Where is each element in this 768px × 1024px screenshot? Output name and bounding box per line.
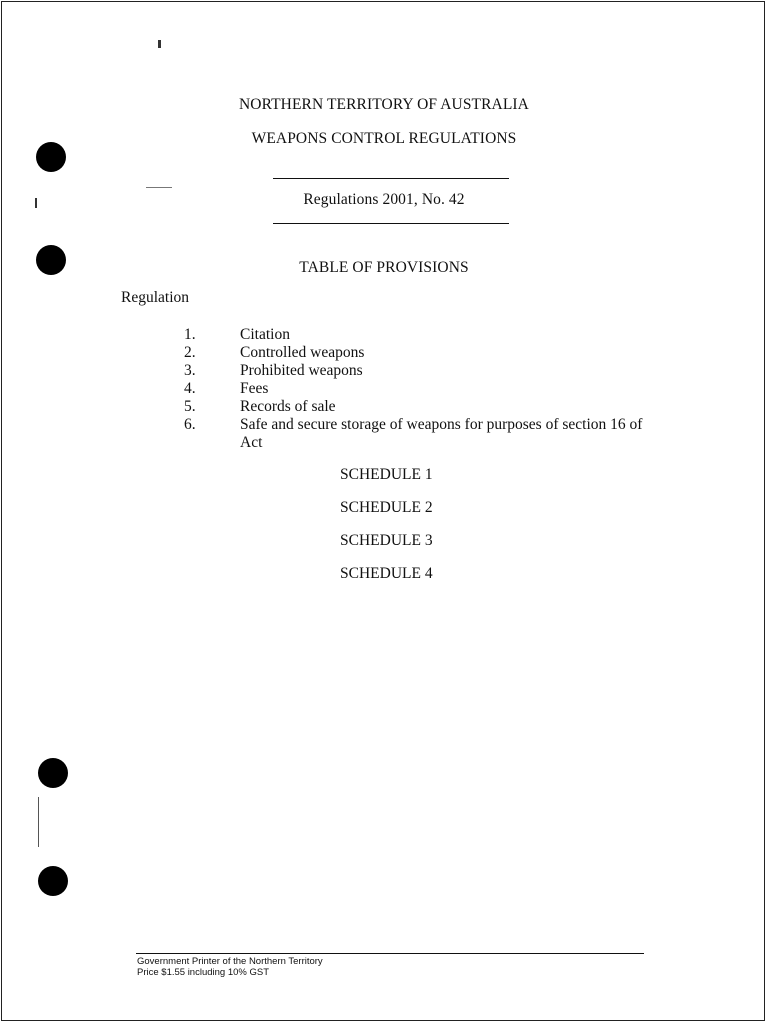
scan-speck	[38, 797, 39, 847]
provision-title: Fees	[240, 380, 269, 397]
jurisdiction-heading: NORTHERN TERRITORY OF AUSTRALIA	[239, 96, 529, 113]
provision-title: Prohibited weapons	[240, 362, 363, 379]
provision-item	[184, 326, 664, 344]
provision-item	[184, 380, 664, 398]
printer-line: Government Printer of the Northern Territory	[137, 956, 323, 967]
schedule-item: SCHEDULE 1	[340, 466, 433, 483]
header-rule-top	[273, 178, 509, 179]
provision-item	[184, 398, 664, 416]
provision-item	[184, 362, 664, 380]
scan-speck	[158, 40, 161, 48]
schedule-item: SCHEDULE 2	[340, 499, 433, 516]
footer	[137, 956, 323, 978]
provision-title: Controlled weapons	[240, 344, 365, 361]
provision-title: Citation	[240, 326, 290, 343]
regulation-number: Regulations 2001, No. 42	[303, 191, 465, 208]
provision-number: 1.	[184, 326, 196, 343]
document-title: WEAPONS CONTROL REGULATIONS	[251, 130, 517, 147]
provisions-list	[184, 326, 664, 452]
scan-speck	[146, 187, 172, 188]
schedule-item: SCHEDULE 3	[340, 532, 433, 549]
footer-rule	[136, 953, 644, 954]
provision-item	[184, 344, 664, 362]
provision-number: 6.	[184, 416, 196, 433]
schedules-list	[340, 466, 433, 598]
punch-hole	[38, 758, 68, 788]
provision-number: 5.	[184, 398, 196, 415]
provision-item	[184, 416, 664, 452]
punch-hole	[38, 866, 68, 896]
provision-number: 2.	[184, 344, 196, 361]
provision-title: Safe and secure storage of weapons for purposes of section 16 of Act	[240, 416, 643, 451]
header-rule-bottom	[273, 223, 509, 224]
schedule-item: SCHEDULE 4	[340, 565, 433, 582]
provision-title: Records of sale	[240, 398, 336, 415]
regulation-column-label: Regulation	[121, 289, 190, 306]
price-line: Price $1.55 including 10% GST	[137, 967, 270, 978]
contents-heading: TABLE OF PROVISIONS	[299, 259, 469, 276]
provision-number: 4.	[184, 380, 196, 397]
provision-number: 3.	[184, 362, 196, 379]
